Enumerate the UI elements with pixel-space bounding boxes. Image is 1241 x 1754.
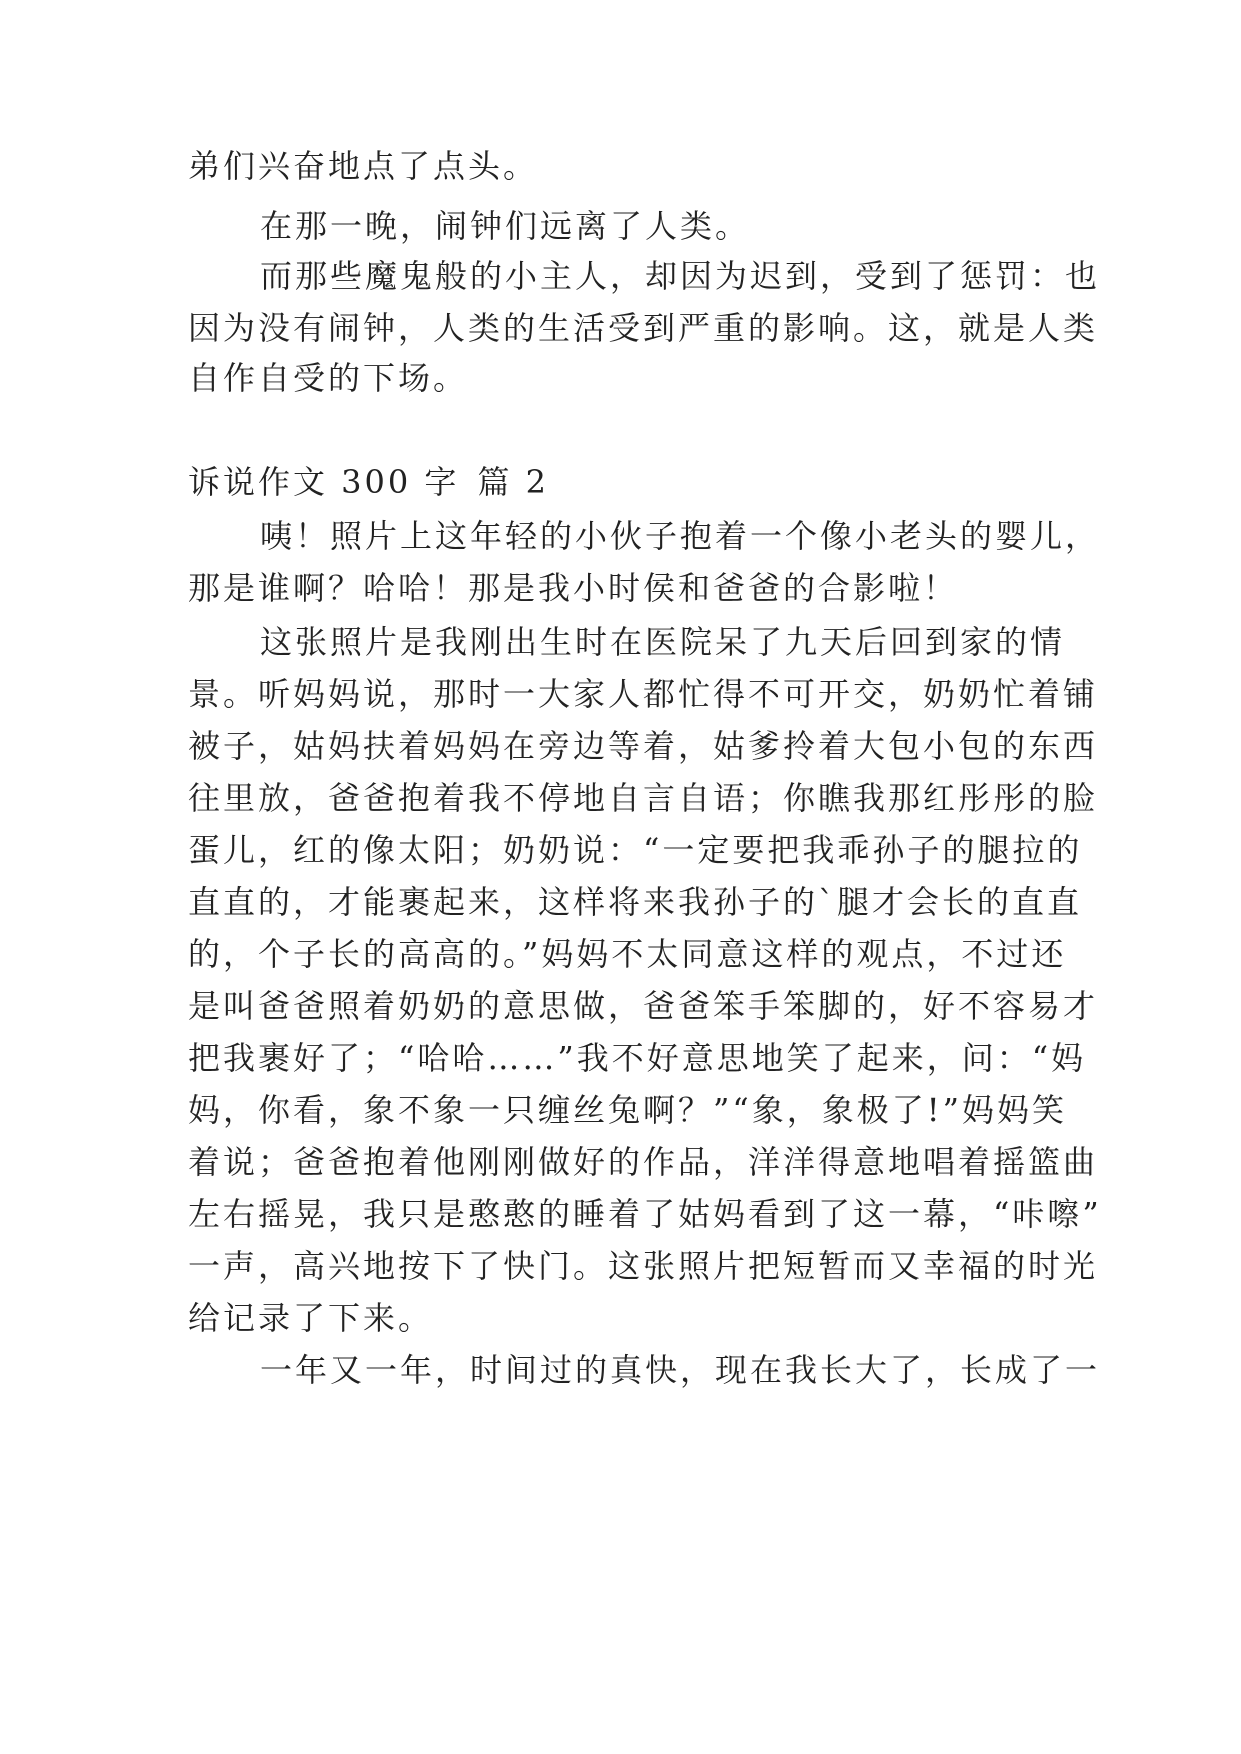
paragraph-line: 给记录了下来。 (188, 1299, 434, 1337)
paragraph-line: 直直的，才能裹起来，这样将来我孙子的`腿才会长的直直 (188, 883, 1083, 921)
section-heading (188, 460, 549, 504)
paragraph-line: 自作自受的下场。 (188, 359, 469, 397)
paragraph-line: 是叫爸爸照着奶奶的意思做，爸爸笨手笨脚的，好不容易才 (188, 987, 1099, 1025)
paragraph-line: 这张照片是我刚出生时在医院呆了九天后回到家的情 (260, 623, 1066, 661)
paragraph-line: 妈，你看，象不象一只缠丝兔啊？”“象，象极了!”妈妈笑 (188, 1091, 1067, 1129)
paragraph-line: 那是谁啊？哈哈！那是我小时侯和爸爸的合影啦！ (188, 569, 959, 607)
paragraph-line: 景。听妈妈说，那时一大家人都忙得不可开交，奶奶忙着铺 (188, 675, 1099, 713)
paragraph-line: 蛋儿，红的像太阳；奶奶说：“一定要把我乖孙子的腿拉的 (188, 831, 1083, 869)
paragraph-line: 而那些魔鬼般的小主人，却因为迟到，受到了惩罚：也 (260, 257, 1101, 295)
paragraph-line: 往里放，爸爸抱着我不停地自言自语；你瞧我那红彤彤的脸 (188, 779, 1099, 817)
paragraph-line: 弟们兴奋地点了点头。 (188, 147, 539, 185)
paragraph-line: 一年又一年，时间过的真快，现在我长大了，长成了一 (260, 1351, 1101, 1389)
paragraph-line: 着说；爸爸抱着他刚刚做好的作品，洋洋得意地唱着摇篮曲 (188, 1143, 1099, 1181)
paragraph-line: 因为没有闹钟，人类的生活受到严重的影响。这，就是人类 (188, 309, 1099, 347)
section-heading-title: 诉说作文 300 字 (188, 463, 460, 501)
paragraph-line: 的，个子长的高高的。”妈妈不太同意这样的观点，不过还 (188, 935, 1067, 973)
paragraph-line: 左右摇晃，我只是憨憨的睡着了姑妈看到了这一幕，“咔嚓” (188, 1195, 1102, 1233)
section-heading-part: 篇 2 (477, 463, 549, 501)
paragraph-line: 咦！照片上这年轻的小伙子抱着一个像小老头的婴儿， (260, 517, 1101, 555)
paragraph-line: 在那一晚，闹钟们远离了人类。 (260, 207, 751, 245)
paragraph-line: 一声，高兴地按下了快门。这张照片把短暂而又幸福的时光 (188, 1247, 1099, 1285)
paragraph-line: 被子，姑妈扶着妈妈在旁边等着，姑爹拎着大包小包的东西 (188, 727, 1099, 765)
paragraph-line: 把我裹好了；“哈哈……”我不好意思地笑了起来，问：“妈 (188, 1039, 1087, 1077)
